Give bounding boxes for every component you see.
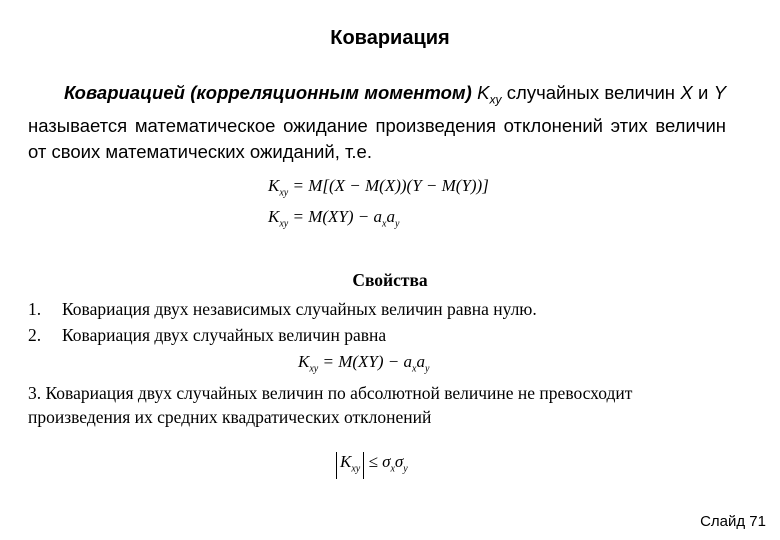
- property-item-2: 2. Ковариация двух случайных величин равна: [28, 325, 387, 345]
- covariance-formula-definition: $K_{xy} = M[(X - M(X))(Y - M(Y))]$: [268, 176, 489, 199]
- definition-conj: и: [698, 82, 709, 103]
- slide-title: Ковариация: [330, 27, 450, 49]
- definition-symbol: $K_{xy}$: [477, 82, 502, 107]
- definition-text-1: случайных величин: [506, 82, 676, 103]
- definition-paragraph: [28, 80, 726, 164]
- properties-heading: Свойства: [352, 270, 428, 290]
- definition-text-2: называется математическое ожидание произведения отклонений этих величин от своих математических ожиданий, т.е.: [28, 115, 726, 162]
- definition-var-y: Y: [713, 82, 727, 103]
- definition-var-x: X: [680, 82, 693, 103]
- covariance-inequality-formula: $K_{xy} \le \sigma_x\sigma_y$: [336, 452, 408, 479]
- slide-number: Слайд 71: [700, 513, 766, 530]
- property-item-1: 1. Ковариация двух независимых случайных величин равна нулю.: [28, 299, 537, 319]
- covariance-formula-computational: $K_{xy} = M(XY) - a_xa_y$: [268, 207, 400, 230]
- property-item-3: 3. Ковариация двух случайных величин по абсолютной величине не превосходит произведения их средних квадратических отклонений: [28, 383, 633, 427]
- definition-term: Ковариацией (корреляционным моментом): [64, 82, 472, 103]
- covariance-formula-property-2: $K_{xy} = M(XY) - a_xa_y$: [298, 352, 430, 375]
